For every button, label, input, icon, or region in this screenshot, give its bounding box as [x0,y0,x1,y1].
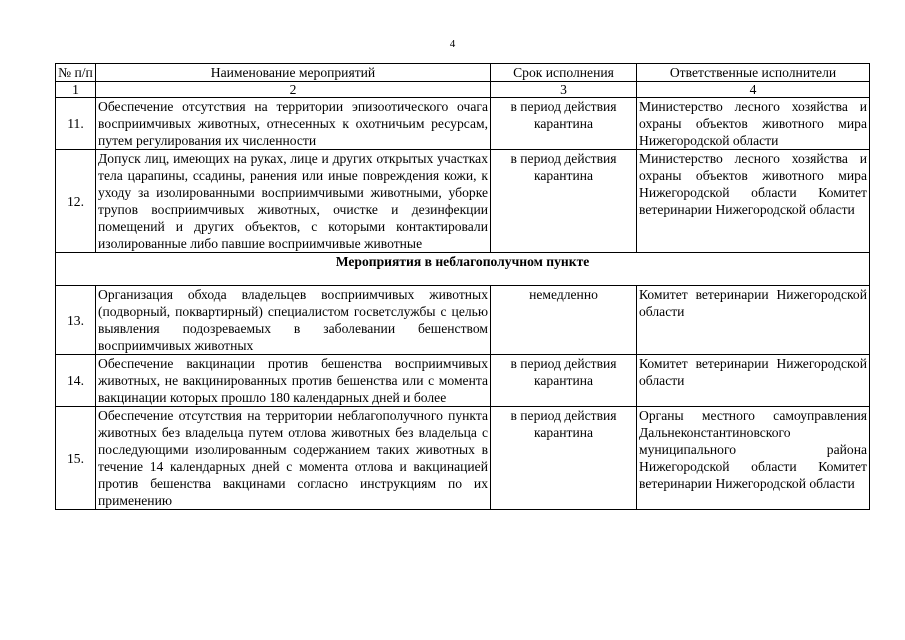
measures-table [55,63,870,510]
header-term: Срок исполнения [491,64,637,82]
measure-executors: Комитет ветеринарии Нижегородской области [637,286,870,355]
column-number: 3 [491,82,637,98]
column-number: 2 [96,82,491,98]
measure-name: Обеспечение отсутствия на территории неблагополучного пункта животных без владельца путем отлова животных без владельца с последующими изолированным содержанием таких животных в течение 14 календарных дней с момента отлова и вакцинацией против бешенства вакцинами согласно инструкциям по их применению [96,407,491,510]
measure-name: Обеспечение отсутствия на территории эпизоотического очага восприимчивых животных, отнесенных к охотничьим ресурсам, путем регулирования их численности [96,98,491,150]
measure-executors: Органы местного самоуправления Дальнеконстантиновского муниципального района Нижегородской области Комитет ветеринарии Нижегородской области [637,407,870,510]
row-number: 15. [56,407,96,510]
table-row [56,150,870,253]
measure-executors: Комитет ветеринарии Нижегородской области [637,355,870,407]
table-row [56,355,870,407]
measure-name: Обеспечение вакцинации против бешенства восприимчивых животных, не вакцинированных против бешенства или с момента вакцинации которых прошло 180 календарных дней и более [96,355,491,407]
measure-term: немедленно [491,286,637,355]
measure-name: Допуск лиц, имеющих на руках, лице и других открытых участках тела царапины, ссадины, ранения или иные повреждения кожи, к уходу за изолированными восприимчивыми животными, уборке трупов восприимчивых животных, очистке и дезинфекции помещений и других объектов, с которыми контактировали изолированные либо павшие восприимчивые животные [96,150,491,253]
header-name: Наименование мероприятий [96,64,491,82]
measure-term: в период действия карантина [491,150,637,253]
section-row [56,253,870,286]
table-row [56,98,870,150]
row-number: 14. [56,355,96,407]
measure-term: в период действия карантина [491,407,637,510]
section-title: Мероприятия в неблагополучном пункте [56,253,870,286]
row-number: 12. [56,150,96,253]
measure-executors: Министерство лесного хозяйства и охраны объектов животного мира Нижегородской области Комитет ветеринарии Нижегородской области [637,150,870,253]
measure-term: в период действия карантина [491,355,637,407]
column-number-row [56,82,870,98]
table-row [56,407,870,510]
measure-executors: Министерство лесного хозяйства и охраны объектов животного мира Нижегородской области [637,98,870,150]
header-executors: Ответственные исполнители [637,64,870,82]
measure-term: в период действия карантина [491,98,637,150]
table-header-row [56,64,870,82]
column-number: 1 [56,82,96,98]
column-number: 4 [637,82,870,98]
measure-name: Организация обхода владельцев восприимчивых животных (подворный, поквартирный) специалистом госветслужбы с целью выявления подозреваемых в заболевании бешенством восприимчивых животных [96,286,491,355]
header-number: № п/п [56,64,96,82]
page-number: 4 [449,38,456,50]
row-number: 11. [56,98,96,150]
table-row [56,286,870,355]
row-number: 13. [56,286,96,355]
